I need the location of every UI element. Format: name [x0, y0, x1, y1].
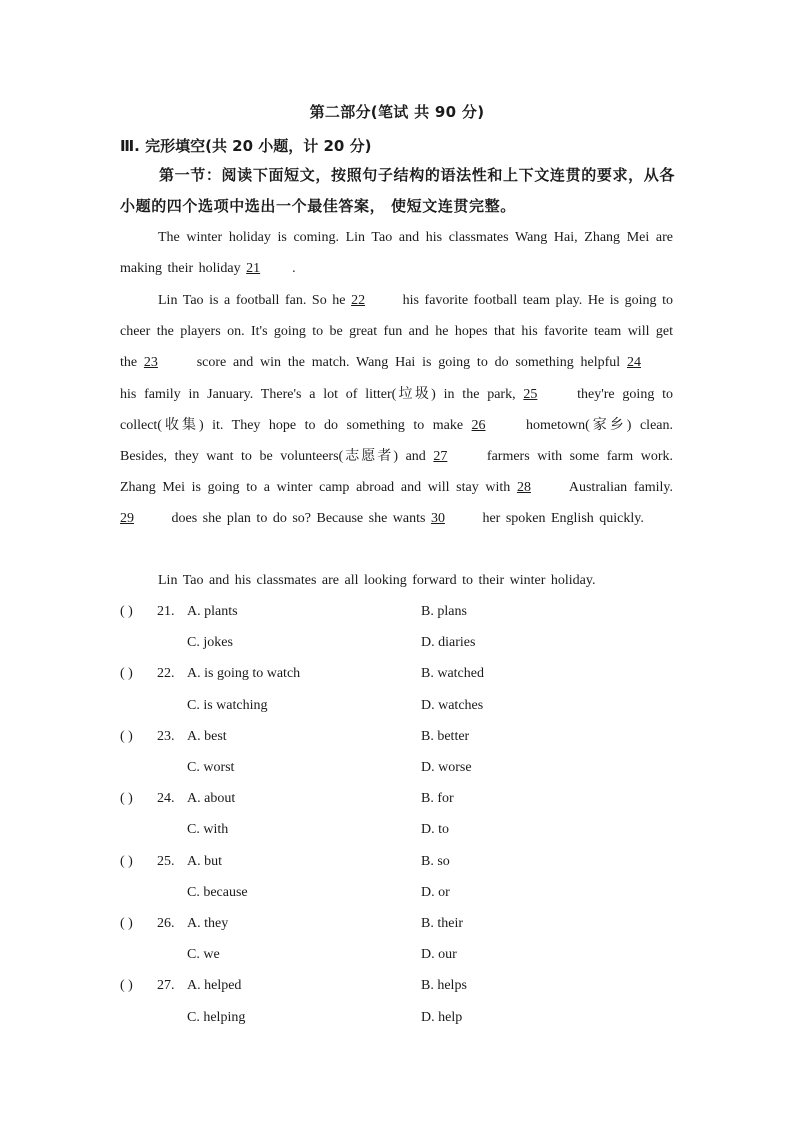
- option-c: C. helping: [187, 1009, 246, 1025]
- option-d: D. help: [421, 1009, 463, 1025]
- answer-blank[interactable]: ( ): [120, 604, 133, 619]
- blank-26: 26: [471, 417, 486, 433]
- option-a: A. about: [187, 791, 236, 807]
- blank-21: 21: [246, 261, 261, 277]
- option-d: D. worse: [421, 760, 472, 775]
- option-b: B. their: [421, 916, 463, 931]
- question-number: 22.: [157, 666, 175, 682]
- option-d: D. to: [421, 822, 449, 838]
- question-options-row: [120, 816, 680, 844]
- passage-text: Australian family.: [562, 480, 673, 496]
- option-b: B. so: [421, 853, 450, 869]
- option-b: B. plans: [421, 604, 467, 619]
- question-number: 23.: [157, 728, 175, 744]
- passage-text: does she plan to do so? Because she wants: [166, 511, 431, 527]
- passage-text: they're going to collect(收集) it. They hope to do something to make: [120, 386, 674, 433]
- option-d: D. or: [421, 884, 450, 900]
- option-d: D. diaries: [421, 635, 476, 651]
- option-c: C. because: [187, 884, 248, 900]
- blank-27: 27: [433, 449, 448, 465]
- question-options-row: [120, 692, 680, 720]
- question-row: [120, 848, 680, 876]
- option-a: A. best: [187, 728, 227, 744]
- blank-29: 29: [120, 511, 134, 527]
- blank-23: 23: [143, 355, 158, 371]
- passage-paragraph-2: [120, 285, 673, 535]
- blank-22: 22: [351, 293, 366, 308]
- option-a: A. but: [187, 853, 222, 869]
- passage-paragraph-1: [120, 222, 673, 284]
- question-row: [120, 785, 680, 813]
- section-heading: Ⅲ. 完形填空(共 20 小题，计 20 分): [120, 137, 372, 155]
- passage-text: his family in January. There's a lot of litter(垃圾) in the park,: [120, 386, 524, 402]
- question-options-row: [120, 941, 680, 969]
- question-options-row: [120, 754, 680, 782]
- question-number: 21.: [157, 604, 175, 619]
- answer-blank[interactable]: ( ): [120, 853, 133, 869]
- option-c: C. worst: [187, 760, 235, 775]
- question-options-row: [120, 1004, 680, 1032]
- blank-24: 24: [627, 355, 641, 371]
- option-b: B. helps: [421, 978, 467, 994]
- option-a: A. they: [187, 916, 229, 931]
- option-a: A. plants: [187, 604, 238, 619]
- answer-blank[interactable]: ( ): [120, 916, 133, 931]
- question-row: [120, 723, 680, 751]
- passage-paragraph-3: Lin Tao and his classmates are all looking forward to their winter holiday.: [158, 573, 596, 588]
- question-number: 25.: [157, 853, 175, 869]
- option-b: B. for: [421, 791, 454, 807]
- answer-blank[interactable]: ( ): [120, 791, 133, 807]
- question-options-row: [120, 629, 680, 657]
- blank-25: 25: [523, 386, 538, 402]
- passage-text: score and win the match. Wang Hai is going to do something helpful: [189, 355, 627, 371]
- option-a: A. is going to watch: [187, 666, 301, 682]
- question-row: [120, 972, 680, 1000]
- passage-text: her spoken English quickly.: [476, 511, 644, 527]
- passage-text: hometown(家乡) clean. Besides, they want to be volunteers(志愿者) and: [120, 417, 673, 465]
- question-row: [120, 598, 680, 626]
- option-b: B. watched: [421, 666, 484, 682]
- question-row: [120, 910, 680, 938]
- option-c: C. is watching: [187, 697, 268, 713]
- passage-text: farmers with some farm work. Zhang Mei is going to a winter camp abroad and will stay with: [120, 449, 673, 496]
- answer-blank[interactable]: ( ): [120, 728, 133, 744]
- blank-28: 28: [516, 480, 531, 496]
- answer-blank[interactable]: ( ): [120, 666, 133, 682]
- option-c: C. jokes: [187, 635, 233, 651]
- passage-text: The winter holiday is coming. Lin Tao and his classmates Wang Hai, Zhang Mei are making their holiday: [120, 230, 673, 277]
- instruction: 第一节：阅读下面短文，按照句子结构的语法性和上下文连贯的要求，从各小题的四个选项中选出一个最佳答案， 使短文连贯完整。: [120, 166, 675, 215]
- part-title: 第二部分(笔试 共 90 分): [309, 103, 485, 121]
- question-number: 27.: [157, 978, 175, 994]
- blank-30: 30: [430, 511, 445, 527]
- question-row: [120, 660, 680, 688]
- option-d: D. our: [421, 947, 457, 963]
- question-options-row: [120, 879, 680, 907]
- question-number: 24.: [157, 791, 175, 807]
- passage-text: Lin Tao is a football fan. So he: [158, 293, 352, 308]
- question-number: 26.: [157, 916, 175, 931]
- option-a: A. helped: [187, 978, 242, 994]
- option-b: B. better: [421, 728, 470, 744]
- option-c: C. with: [187, 822, 229, 838]
- passage-text: .: [292, 261, 296, 277]
- option-d: D. watches: [421, 697, 484, 713]
- answer-blank[interactable]: ( ): [120, 978, 133, 994]
- passage-text: his favorite football team play. He is going to cheer the players on. It's going to be great fun and he hopes that his favorite team will get the: [120, 293, 673, 371]
- option-c: C. we: [187, 947, 220, 963]
